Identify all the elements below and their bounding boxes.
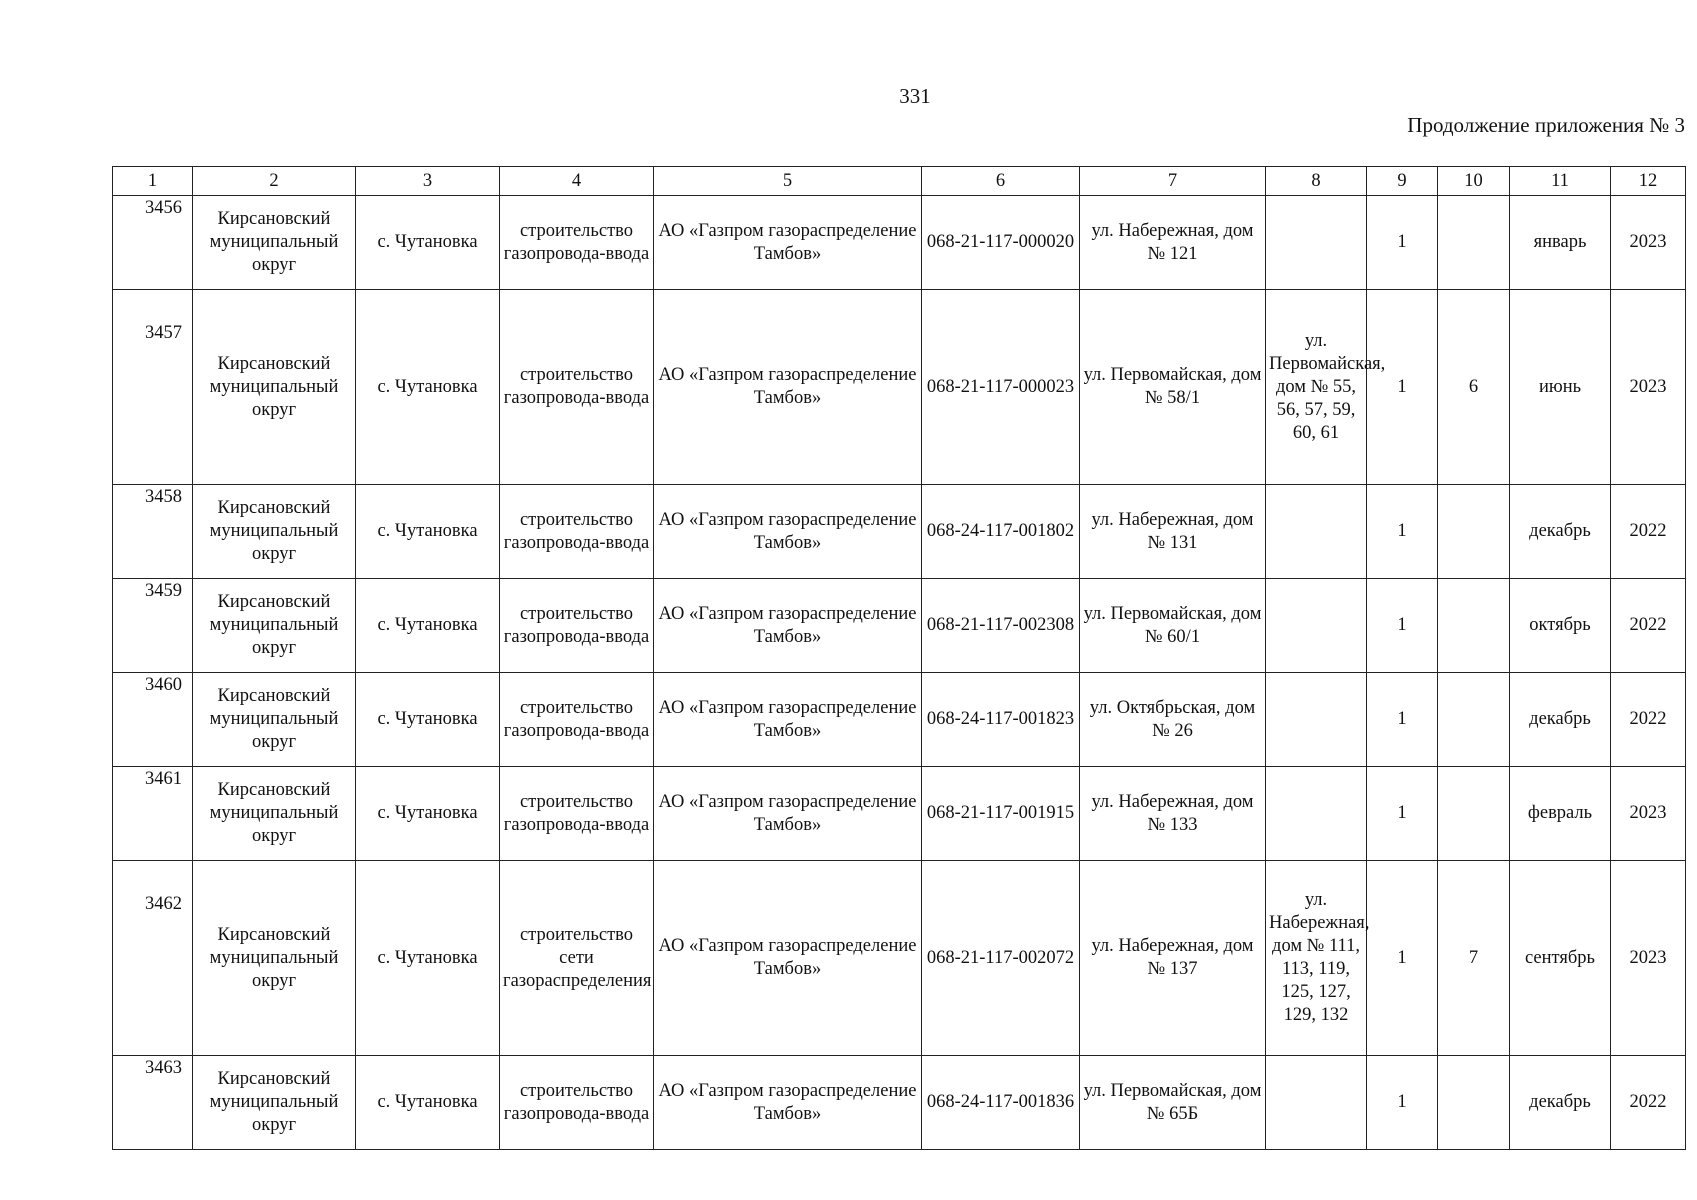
- households-cell: 6: [1438, 290, 1510, 485]
- extra-addresses-cell: [1266, 196, 1367, 290]
- municipality-cell: Кирсановский муниципальный округ: [193, 1056, 356, 1150]
- year-cell: 2023: [1611, 767, 1686, 861]
- address-cell: ул. Октябрьская, дом № 26: [1080, 673, 1266, 767]
- municipality-cell: Кирсановский муниципальный округ: [193, 579, 356, 673]
- month-cell: декабрь: [1510, 485, 1611, 579]
- column-header: 9: [1367, 167, 1438, 196]
- work-type-cell: строительство газопровода-ввода: [500, 196, 654, 290]
- month-cell: январь: [1510, 196, 1611, 290]
- work-type-cell: строительство газопровода-ввода: [500, 1056, 654, 1150]
- settlement-cell: с. Чутановка: [356, 673, 500, 767]
- row-number: 3457: [113, 290, 193, 485]
- year-cell: 2022: [1611, 673, 1686, 767]
- count-cell: 1: [1367, 673, 1438, 767]
- extra-addresses-cell: ул. Набережная, дом № 111, 113, 119, 125, 127, 129, 132: [1266, 861, 1367, 1056]
- registry-table: [112, 166, 1686, 1150]
- row-number: 3459: [113, 579, 193, 673]
- address-cell: ул. Набережная, дом № 121: [1080, 196, 1266, 290]
- count-cell: 1: [1367, 767, 1438, 861]
- page-number: 331: [899, 84, 931, 108]
- organization-cell: АО «Газпром газораспределение Тамбов»: [654, 290, 922, 485]
- municipality-cell: Кирсановский муниципальный округ: [193, 196, 356, 290]
- address-cell: ул. Первомайская, дом № 65Б: [1080, 1056, 1266, 1150]
- header-row: [113, 167, 1686, 196]
- month-cell: декабрь: [1510, 673, 1611, 767]
- table-row: [113, 196, 1686, 290]
- year-cell: 2023: [1611, 196, 1686, 290]
- year-cell: 2023: [1611, 290, 1686, 485]
- count-cell: 1: [1367, 1056, 1438, 1150]
- address-cell: ул. Первомайская, дом № 60/1: [1080, 579, 1266, 673]
- count-cell: 1: [1367, 861, 1438, 1056]
- municipality-cell: Кирсановский муниципальный округ: [193, 861, 356, 1056]
- organization-cell: АО «Газпром газораспределение Тамбов»: [654, 485, 922, 579]
- settlement-cell: с. Чутановка: [356, 485, 500, 579]
- households-cell: 7: [1438, 861, 1510, 1056]
- row-number: 3462: [113, 861, 193, 1056]
- column-header: 10: [1438, 167, 1510, 196]
- settlement-cell: с. Чутановка: [356, 1056, 500, 1150]
- code-cell: 068-24-117-001823: [922, 673, 1080, 767]
- households-cell: [1438, 1056, 1510, 1150]
- count-cell: 1: [1367, 196, 1438, 290]
- year-cell: 2022: [1611, 579, 1686, 673]
- table-row: [113, 767, 1686, 861]
- code-cell: 068-24-117-001836: [922, 1056, 1080, 1150]
- settlement-cell: с. Чутановка: [356, 579, 500, 673]
- work-type-cell: строительство газопровода-ввода: [500, 767, 654, 861]
- column-header: 1: [113, 167, 193, 196]
- count-cell: 1: [1367, 485, 1438, 579]
- municipality-cell: Кирсановский муниципальный округ: [193, 767, 356, 861]
- column-header: 3: [356, 167, 500, 196]
- extra-addresses-cell: ул. Первомайская, дом № 55, 56, 57, 59, 60, 61: [1266, 290, 1367, 485]
- year-cell: 2022: [1611, 485, 1686, 579]
- households-cell: [1438, 673, 1510, 767]
- table-row: [113, 290, 1686, 485]
- month-cell: октябрь: [1510, 579, 1611, 673]
- month-cell: декабрь: [1510, 1056, 1611, 1150]
- code-cell: 068-21-117-002308: [922, 579, 1080, 673]
- work-type-cell: строительство газопровода-ввода: [500, 673, 654, 767]
- organization-cell: АО «Газпром газораспределение Тамбов»: [654, 673, 922, 767]
- municipality-cell: Кирсановский муниципальный округ: [193, 290, 356, 485]
- code-cell: 068-21-117-000020: [922, 196, 1080, 290]
- appendix-continuation-title: Продолжение приложения № 3: [1407, 113, 1685, 137]
- code-cell: 068-21-117-002072: [922, 861, 1080, 1056]
- row-number: 3458: [113, 485, 193, 579]
- address-cell: ул. Набережная, дом № 133: [1080, 767, 1266, 861]
- organization-cell: АО «Газпром газораспределение Тамбов»: [654, 196, 922, 290]
- column-header: 5: [654, 167, 922, 196]
- organization-cell: АО «Газпром газораспределение Тамбов»: [654, 579, 922, 673]
- table-row: [113, 673, 1686, 767]
- count-cell: 1: [1367, 579, 1438, 673]
- column-header: 4: [500, 167, 654, 196]
- table-row: [113, 861, 1686, 1056]
- code-cell: 068-21-117-001915: [922, 767, 1080, 861]
- households-cell: [1438, 196, 1510, 290]
- address-cell: ул. Набережная, дом № 131: [1080, 485, 1266, 579]
- table-row: [113, 485, 1686, 579]
- address-cell: ул. Первомайская, дом № 58/1: [1080, 290, 1266, 485]
- extra-addresses-cell: [1266, 485, 1367, 579]
- year-cell: 2022: [1611, 1056, 1686, 1150]
- work-type-cell: строительство газопровода-ввода: [500, 579, 654, 673]
- settlement-cell: с. Чутановка: [356, 196, 500, 290]
- extra-addresses-cell: [1266, 673, 1367, 767]
- settlement-cell: с. Чутановка: [356, 861, 500, 1056]
- month-cell: июнь: [1510, 290, 1611, 485]
- work-type-cell: строительство газопровода-ввода: [500, 485, 654, 579]
- settlement-cell: с. Чутановка: [356, 290, 500, 485]
- work-type-cell: строительство газопровода-ввода: [500, 290, 654, 485]
- settlement-cell: с. Чутановка: [356, 767, 500, 861]
- organization-cell: АО «Газпром газораспределение Тамбов»: [654, 767, 922, 861]
- organization-cell: АО «Газпром газораспределение Тамбов»: [654, 1056, 922, 1150]
- extra-addresses-cell: [1266, 1056, 1367, 1150]
- organization-cell: АО «Газпром газораспределение Тамбов»: [654, 861, 922, 1056]
- code-cell: 068-24-117-001802: [922, 485, 1080, 579]
- table-row: [113, 1056, 1686, 1150]
- municipality-cell: Кирсановский муниципальный округ: [193, 485, 356, 579]
- row-number: 3460: [113, 673, 193, 767]
- column-header: 11: [1510, 167, 1611, 196]
- work-type-cell: строительство сети газораспределения: [500, 861, 654, 1056]
- column-header: 6: [922, 167, 1080, 196]
- households-cell: [1438, 485, 1510, 579]
- code-cell: 068-21-117-000023: [922, 290, 1080, 485]
- households-cell: [1438, 767, 1510, 861]
- extra-addresses-cell: [1266, 579, 1367, 673]
- month-cell: февраль: [1510, 767, 1611, 861]
- column-header: 12: [1611, 167, 1686, 196]
- row-number: 3461: [113, 767, 193, 861]
- column-header: 8: [1266, 167, 1367, 196]
- column-header: 2: [193, 167, 356, 196]
- extra-addresses-cell: [1266, 767, 1367, 861]
- count-cell: 1: [1367, 290, 1438, 485]
- address-cell: ул. Набережная, дом № 137: [1080, 861, 1266, 1056]
- households-cell: [1438, 579, 1510, 673]
- table-row: [113, 579, 1686, 673]
- month-cell: сентябрь: [1510, 861, 1611, 1056]
- column-header: 7: [1080, 167, 1266, 196]
- municipality-cell: Кирсановский муниципальный округ: [193, 673, 356, 767]
- row-number: 3463: [113, 1056, 193, 1150]
- year-cell: 2023: [1611, 861, 1686, 1056]
- row-number: 3456: [113, 196, 193, 290]
